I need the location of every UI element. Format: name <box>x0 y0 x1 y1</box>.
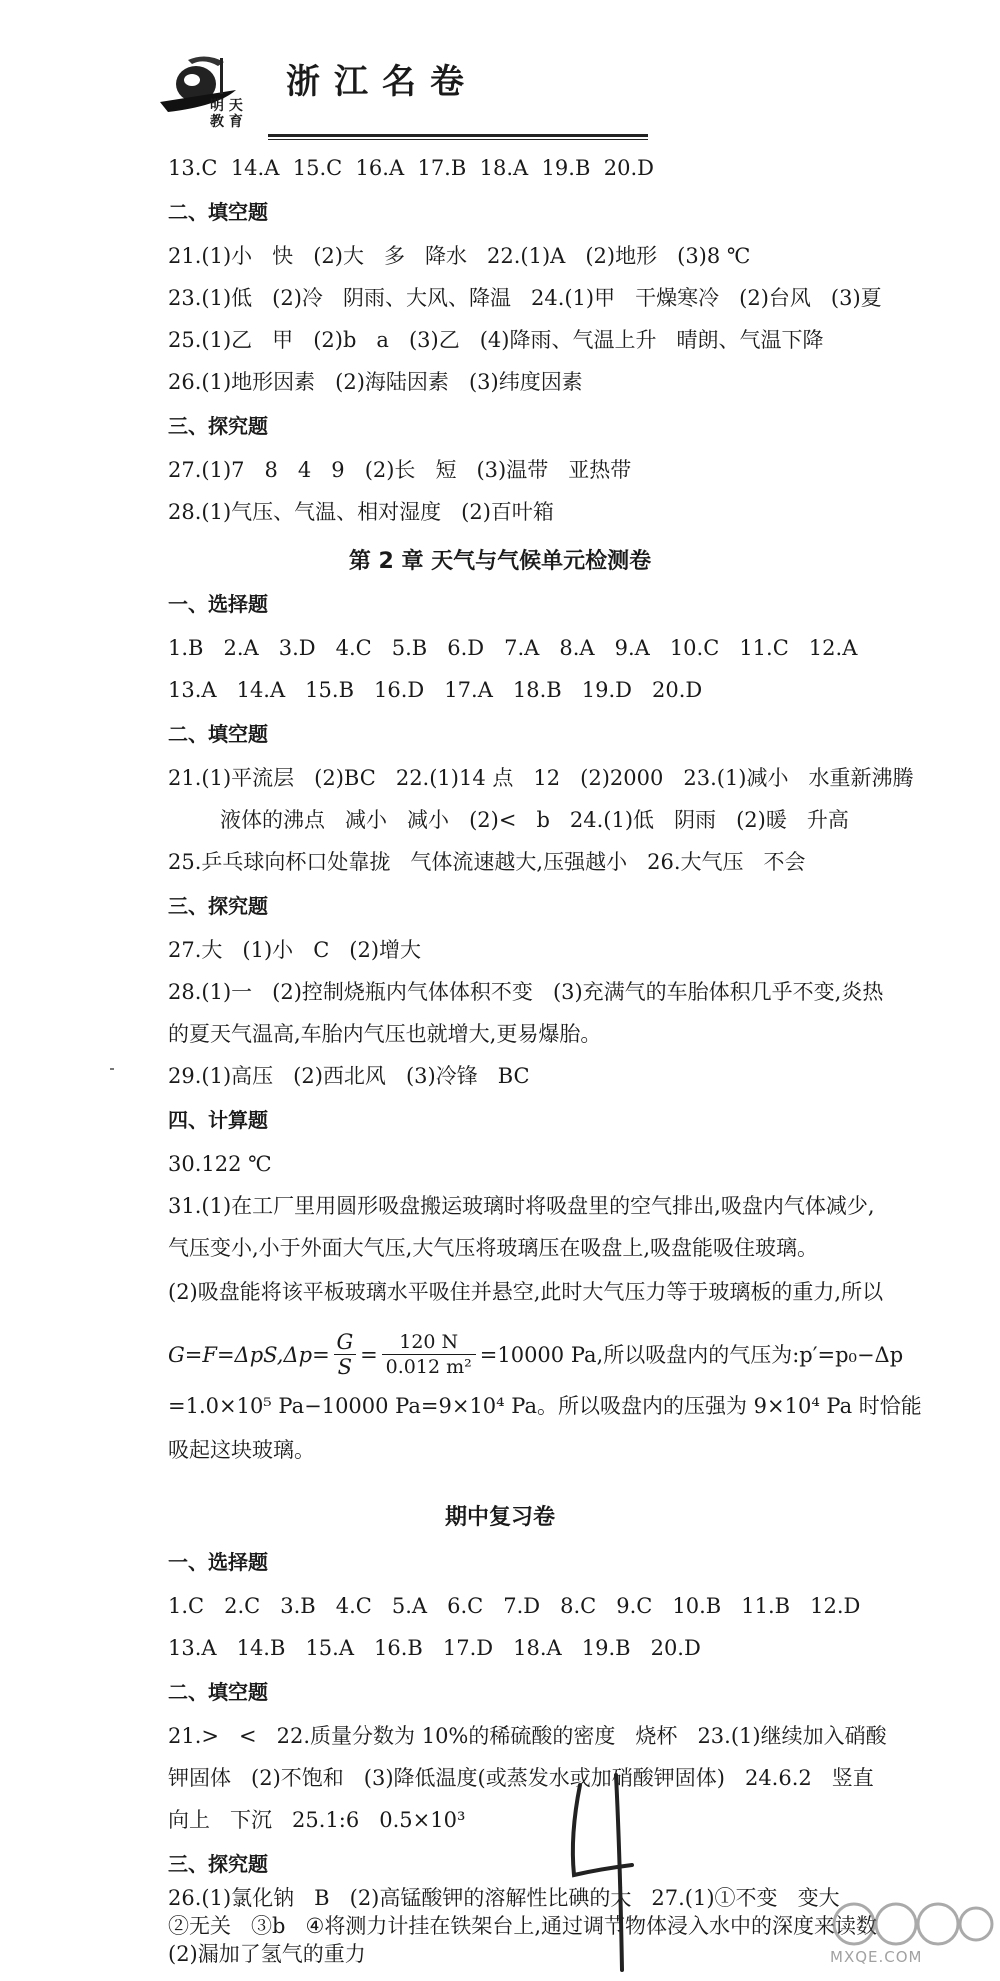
answer-line: 的夏天气温高,车胎内气压也就增大,更易爆胎。 <box>168 1022 602 1046</box>
answer-line: 30.122 ℃ <box>168 1152 272 1176</box>
logo-caption <box>210 98 243 130</box>
answer-line: 26.(1)氯化钠 B (2)高锰酸钾的溶解性比碘的大 27.(1)①不变 变大 <box>168 1886 840 1910</box>
publisher-logo <box>158 50 268 140</box>
series-title: 浙江名卷 <box>286 62 478 102</box>
scan-speck <box>110 1068 114 1070</box>
answer-line: 25.乒乓球向杯口处靠拢 气体流速越大,压强越小 26.大气压 不会 <box>168 850 806 874</box>
watermark-text: MXQE.COM <box>830 1948 923 1966</box>
answer-line: 25.(1)乙 甲 (2)b a (3)乙 (4)降雨、气温上升 晴朗、气温下降 <box>168 328 824 352</box>
answer-line: 28.(1)气压、气温、相对湿度 (2)百叶箱 <box>168 500 554 524</box>
answer-line: 1.B 2.A 3.D 4.C 5.B 6.D 7.A 8.A 9.A 10.C 11.C 12.A <box>168 636 858 660</box>
answer-line: 向上 下沉 25.1:6 0.5×10³ <box>168 1808 466 1832</box>
section-heading: 一、选择题 <box>168 1550 268 1574</box>
fraction <box>382 1330 476 1379</box>
answer-line: 23.(1)低 (2)冷 阴雨、大风、降温 24.(1)甲 干燥寒冷 (2)台风 (3)夏 <box>168 286 882 310</box>
fraction-denominator: S <box>334 1354 356 1379</box>
site-watermark <box>830 1900 995 1970</box>
logo-line-1: 明 天 <box>210 98 243 114</box>
formula-line <box>168 1330 903 1379</box>
chapter-title: 第 2 章 天气与气候单元检测卷 <box>348 549 652 574</box>
formula-equals: = <box>360 1342 378 1367</box>
answer-line: 27.大 (1)小 C (2)增大 <box>168 938 422 962</box>
header-rule-thin <box>268 139 648 140</box>
formula-part: G=F=ΔpS,Δp= <box>168 1342 330 1367</box>
section-heading: 一、选择题 <box>168 592 268 616</box>
answer-line: 28.(1)一 (2)控制烧瓶内气体体积不变 (3)充满气的车胎体积几乎不变,炎热 <box>168 980 884 1004</box>
answer-line: 吸起这块玻璃。 <box>168 1438 315 1462</box>
logo-line-2: 教 育 <box>210 114 243 130</box>
answer-line: 13.C 14.A 15.C 16.A 17.B 18.A 19.B 20.D <box>168 156 654 180</box>
section-heading: 三、探究题 <box>168 894 268 918</box>
answer-line: 21.(1)平流层 (2)BC 22.(1)14 点 12 (2)2000 23.(1)减小 水重新沸腾 <box>168 766 914 790</box>
watermark-logo-icon <box>830 1900 995 1948</box>
answer-line: 21.> < 22.质量分数为 10%的稀硫酸的密度 烧杯 23.(1)继续加入硝酸 <box>168 1724 887 1748</box>
answer-line: 21.(1)小 快 (2)大 多 降水 22.(1)A (2)地形 (3)8 ℃ <box>168 244 751 268</box>
answer-line: 29.(1)高压 (2)西北风 (3)冷锋 BC <box>168 1064 530 1088</box>
page-header <box>158 50 498 140</box>
answer-line: (2)吸盘能将该平板玻璃水平吸住并悬空,此时大气压力等于玻璃板的重力,所以 <box>168 1280 884 1304</box>
section-heading: 四、计算题 <box>168 1108 268 1132</box>
section-heading: 二、填空题 <box>168 1680 268 1704</box>
fraction-numerator: 120 N <box>399 1331 459 1353</box>
handwritten-page-number-icon <box>560 1765 650 1975</box>
answer-line: (2)漏加了氢气的重力 <box>168 1942 366 1966</box>
fraction-numerator: G <box>336 1330 354 1354</box>
answer-line: 气压变小,小于外面大气压,大气压将玻璃压在吸盘上,吸盘能吸住玻璃。 <box>168 1236 819 1260</box>
answer-line: 13.A 14.B 15.A 16.B 17.D 18.A 19.B 20.D <box>168 1636 701 1660</box>
header-rule <box>268 134 648 137</box>
answer-line: 钾固体 (2)不饱和 (3)降低温度(或蒸发水或加硝酸钾固体) 24.6.2 竖直 <box>168 1766 874 1790</box>
answer-line: 13.A 14.A 15.B 16.D 17.A 18.B 19.D 20.D <box>168 678 703 702</box>
section-heading: 三、探究题 <box>168 414 268 438</box>
answer-line: 26.(1)地形因素 (2)海陆因素 (3)纬度因素 <box>168 370 583 394</box>
answer-line: 27.(1)7 8 4 9 (2)长 短 (3)温带 亚热带 <box>168 458 632 482</box>
section-heading: 二、填空题 <box>168 200 268 224</box>
answer-line: ②无关 ③b ④将测力计挂在铁架台上,通过调节物体浸入水中的深度来读数 <box>168 1914 877 1938</box>
fraction-denominator: 0.012 m² <box>382 1354 476 1379</box>
chapter-title: 期中复习卷 <box>444 1505 555 1530</box>
answer-line: 1.C 2.C 3.B 4.C 5.A 6.C 7.D 8.C 9.C 10.B 11.B 12.D <box>168 1594 861 1618</box>
fraction <box>334 1330 356 1379</box>
answer-line: 31.(1)在工厂里用圆形吸盘搬运玻璃时将吸盘里的空气排出,吸盘内气体减少, <box>168 1194 875 1218</box>
section-heading: 三、探究题 <box>168 1852 268 1876</box>
section-heading: 二、填空题 <box>168 722 268 746</box>
formula-part: =10000 Pa,所以吸盘内的气压为:p′=p₀−Δp <box>479 1342 904 1367</box>
answer-line: 液体的沸点 减小 减小 (2)< b 24.(1)低 阴雨 (2)暖 升高 <box>220 808 849 832</box>
answer-line: =1.0×10⁵ Pa−10000 Pa=9×10⁴ Pa。所以吸盘内的压强为 9×10⁴ Pa 时恰能 <box>168 1394 922 1418</box>
